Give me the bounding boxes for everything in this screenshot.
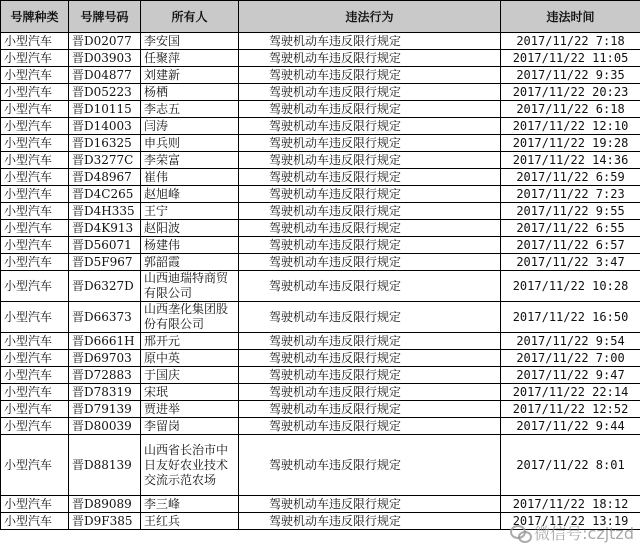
cell-violation-time: 2017/11/22 7:00 [501, 350, 640, 367]
cell-violation: 驾驶机动车违反限行规定 [239, 333, 501, 350]
cell-violation-time: 2017/11/22 8:01 [501, 435, 640, 496]
cell-plate-type: 小型汽车 [1, 84, 69, 101]
cell-plate-number: 晋D79139 [69, 401, 141, 418]
cell-owner: 赵阳波 [141, 220, 239, 237]
cell-owner: 李留岗 [141, 418, 239, 435]
cell-plate-number: 晋D6661H [69, 333, 141, 350]
cell-violation-time: 2017/11/22 20:23 [501, 84, 640, 101]
cell-violation: 驾驶机动车违反限行规定 [239, 401, 501, 418]
watermark-text: 微信号:czjtzd [534, 524, 634, 543]
table-body [1, 33, 640, 530]
table-row [1, 367, 640, 384]
table-row [1, 67, 640, 84]
table-row [1, 237, 640, 254]
cell-owner: 刘建新 [141, 67, 239, 84]
cell-violation: 驾驶机动车违反限行规定 [239, 435, 501, 496]
cell-violation: 驾驶机动车违反限行规定 [239, 84, 501, 101]
cell-plate-type: 小型汽车 [1, 101, 69, 118]
cell-violation: 驾驶机动车违反限行规定 [239, 118, 501, 135]
table-row [1, 118, 640, 135]
cell-plate-type: 小型汽车 [1, 418, 69, 435]
table-row [1, 33, 640, 50]
cell-plate-type: 小型汽车 [1, 401, 69, 418]
cell-owner: 原中英 [141, 350, 239, 367]
cell-plate-number: 晋D89089 [69, 496, 141, 513]
cell-plate-type: 小型汽车 [1, 203, 69, 220]
cell-plate-number: 晋D72883 [69, 367, 141, 384]
cell-plate-number: 晋D69703 [69, 350, 141, 367]
cell-violation-time: 2017/11/22 7:23 [501, 186, 640, 203]
cell-violation-time: 2017/11/22 9:54 [501, 333, 640, 350]
table-row [1, 350, 640, 367]
cell-plate-type: 小型汽车 [1, 254, 69, 271]
cell-violation: 驾驶机动车违反限行规定 [239, 50, 501, 67]
table-row [1, 418, 640, 435]
table-row [1, 50, 640, 67]
table-row [1, 435, 640, 496]
cell-plate-number: 晋D4C265 [69, 186, 141, 203]
cell-plate-number: 晋D14003 [69, 118, 141, 135]
table-row [1, 220, 640, 237]
cell-plate-number: 晋D9F385 [69, 513, 141, 530]
cell-owner: 山西省长治市中日友好农业技术交流示范农场 [141, 435, 239, 496]
cell-plate-type: 小型汽车 [1, 169, 69, 186]
cell-violation: 驾驶机动车违反限行规定 [239, 203, 501, 220]
table-row [1, 401, 640, 418]
cell-violation: 驾驶机动车违反限行规定 [239, 152, 501, 169]
watermark [510, 521, 634, 544]
cell-violation: 驾驶机动车违反限行规定 [239, 135, 501, 152]
cell-plate-type: 小型汽车 [1, 33, 69, 50]
cell-violation: 驾驶机动车违反限行规定 [239, 271, 501, 302]
cell-owner: 于国庆 [141, 367, 239, 384]
cell-plate-number: 晋D05223 [69, 84, 141, 101]
cell-plate-number: 晋D10115 [69, 101, 141, 118]
cell-violation-time: 2017/11/22 9:47 [501, 367, 640, 384]
cell-owner: 赵旭峰 [141, 186, 239, 203]
cell-violation: 驾驶机动车违反限行规定 [239, 350, 501, 367]
cell-violation-time: 2017/11/22 9:44 [501, 418, 640, 435]
cell-violation-time: 2017/11/22 14:36 [501, 152, 640, 169]
cell-violation: 驾驶机动车违反限行规定 [239, 186, 501, 203]
cell-plate-number: 晋D3277C [69, 152, 141, 169]
table-row [1, 84, 640, 101]
cell-owner: 宋珉 [141, 384, 239, 401]
cell-plate-type: 小型汽车 [1, 333, 69, 350]
cell-plate-type: 小型汽车 [1, 186, 69, 203]
cell-owner: 王宁 [141, 203, 239, 220]
table-row [1, 101, 640, 118]
cell-violation-time: 2017/11/22 6:59 [501, 169, 640, 186]
cell-owner: 李安国 [141, 33, 239, 50]
header-owner: 所有人 [141, 1, 239, 33]
table-row [1, 169, 640, 186]
cell-violation-time: 2017/11/22 3:47 [501, 254, 640, 271]
table-row [1, 271, 640, 302]
table-row [1, 203, 640, 220]
cell-violation-time: 2017/11/22 9:55 [501, 203, 640, 220]
cell-violation-time: 2017/11/22 19:28 [501, 135, 640, 152]
table-row [1, 152, 640, 169]
cell-plate-type: 小型汽车 [1, 384, 69, 401]
cell-violation-time: 2017/11/22 18:12 [501, 496, 640, 513]
cell-plate-number: 晋D48967 [69, 169, 141, 186]
cell-plate-type: 小型汽车 [1, 496, 69, 513]
cell-plate-number: 晋D4K913 [69, 220, 141, 237]
cell-owner: 邢开元 [141, 333, 239, 350]
cell-owner: 贾进举 [141, 401, 239, 418]
table-row [1, 496, 640, 513]
cell-plate-type: 小型汽车 [1, 67, 69, 84]
cell-owner: 杨建伟 [141, 237, 239, 254]
cell-violation: 驾驶机动车违反限行规定 [239, 302, 501, 333]
cell-owner: 山西垄化集团股份有限公司 [141, 302, 239, 333]
cell-violation: 驾驶机动车违反限行规定 [239, 254, 501, 271]
cell-violation: 驾驶机动车违反限行规定 [239, 384, 501, 401]
cell-plate-number: 晋D80039 [69, 418, 141, 435]
cell-violation: 驾驶机动车违反限行规定 [239, 418, 501, 435]
cell-plate-number: 晋D78319 [69, 384, 141, 401]
table-row [1, 333, 640, 350]
cell-plate-type: 小型汽车 [1, 237, 69, 254]
cell-plate-type: 小型汽车 [1, 135, 69, 152]
cell-plate-type: 小型汽车 [1, 271, 69, 302]
cell-owner: 闫涛 [141, 118, 239, 135]
cell-violation-time: 2017/11/22 7:18 [501, 33, 640, 50]
cell-plate-type: 小型汽车 [1, 513, 69, 530]
cell-violation: 驾驶机动车违反限行规定 [239, 367, 501, 384]
cell-violation-time: 2017/11/22 16:50 [501, 302, 640, 333]
header-plate-number: 号牌号码 [69, 1, 141, 33]
table-row [1, 384, 640, 401]
cell-owner: 申兵则 [141, 135, 239, 152]
table-row [1, 302, 640, 333]
cell-plate-number: 晋D04877 [69, 67, 141, 84]
cell-plate-type: 小型汽车 [1, 152, 69, 169]
cell-violation-time: 2017/11/22 22:14 [501, 384, 640, 401]
cell-plate-type: 小型汽车 [1, 302, 69, 333]
table-row [1, 186, 640, 203]
cell-violation-time: 2017/11/22 6:55 [501, 220, 640, 237]
cell-violation: 驾驶机动车违反限行规定 [239, 513, 501, 530]
cell-violation-time: 2017/11/22 10:28 [501, 271, 640, 302]
cell-owner: 崔伟 [141, 169, 239, 186]
cell-plate-number: 晋D16325 [69, 135, 141, 152]
cell-owner: 李志五 [141, 101, 239, 118]
cell-owner: 李荣富 [141, 152, 239, 169]
cell-plate-number: 晋D88139 [69, 435, 141, 496]
table-row [1, 254, 640, 271]
cell-plate-type: 小型汽车 [1, 350, 69, 367]
header-violation: 违法行为 [239, 1, 501, 33]
cell-plate-number: 晋D56071 [69, 237, 141, 254]
wechat-icon [510, 525, 530, 541]
cell-plate-type: 小型汽车 [1, 118, 69, 135]
table-row [1, 135, 640, 152]
cell-plate-number: 晋D03903 [69, 50, 141, 67]
cell-violation-time: 2017/11/22 12:10 [501, 118, 640, 135]
cell-violation: 驾驶机动车违反限行规定 [239, 496, 501, 513]
cell-plate-number: 晋D5F967 [69, 254, 141, 271]
cell-violation: 驾驶机动车违反限行规定 [239, 220, 501, 237]
cell-violation-time: 2017/11/22 12:52 [501, 401, 640, 418]
cell-owner: 山西迪瑞特商贸有限公司 [141, 271, 239, 302]
cell-plate-number: 晋D6327D [69, 271, 141, 302]
cell-violation: 驾驶机动车违反限行规定 [239, 237, 501, 254]
header-plate-type: 号牌种类 [1, 1, 69, 33]
cell-violation-time: 2017/11/22 6:18 [501, 101, 640, 118]
cell-violation-time: 2017/11/22 13:19 [501, 513, 640, 530]
cell-owner: 郭韶霞 [141, 254, 239, 271]
cell-violation-time: 2017/11/22 9:35 [501, 67, 640, 84]
cell-owner: 任聚萍 [141, 50, 239, 67]
cell-violation-time: 2017/11/22 6:57 [501, 237, 640, 254]
cell-plate-number: 晋D4H335 [69, 203, 141, 220]
cell-plate-type: 小型汽车 [1, 435, 69, 496]
cell-plate-number: 晋D66373 [69, 302, 141, 333]
cell-violation-time: 2017/11/22 11:05 [501, 50, 640, 67]
cell-owner: 王红兵 [141, 513, 239, 530]
cell-violation: 驾驶机动车违反限行规定 [239, 33, 501, 50]
header-violation-time: 违法时间 [501, 1, 640, 33]
cell-violation: 驾驶机动车违反限行规定 [239, 67, 501, 84]
cell-plate-type: 小型汽车 [1, 50, 69, 67]
cell-owner: 李三峰 [141, 496, 239, 513]
cell-owner: 杨栖 [141, 84, 239, 101]
cell-plate-type: 小型汽车 [1, 367, 69, 384]
cell-plate-type: 小型汽车 [1, 220, 69, 237]
cell-violation: 驾驶机动车违反限行规定 [239, 101, 501, 118]
table-header-row [1, 1, 640, 33]
cell-violation: 驾驶机动车违反限行规定 [239, 169, 501, 186]
cell-plate-number: 晋D02077 [69, 33, 141, 50]
